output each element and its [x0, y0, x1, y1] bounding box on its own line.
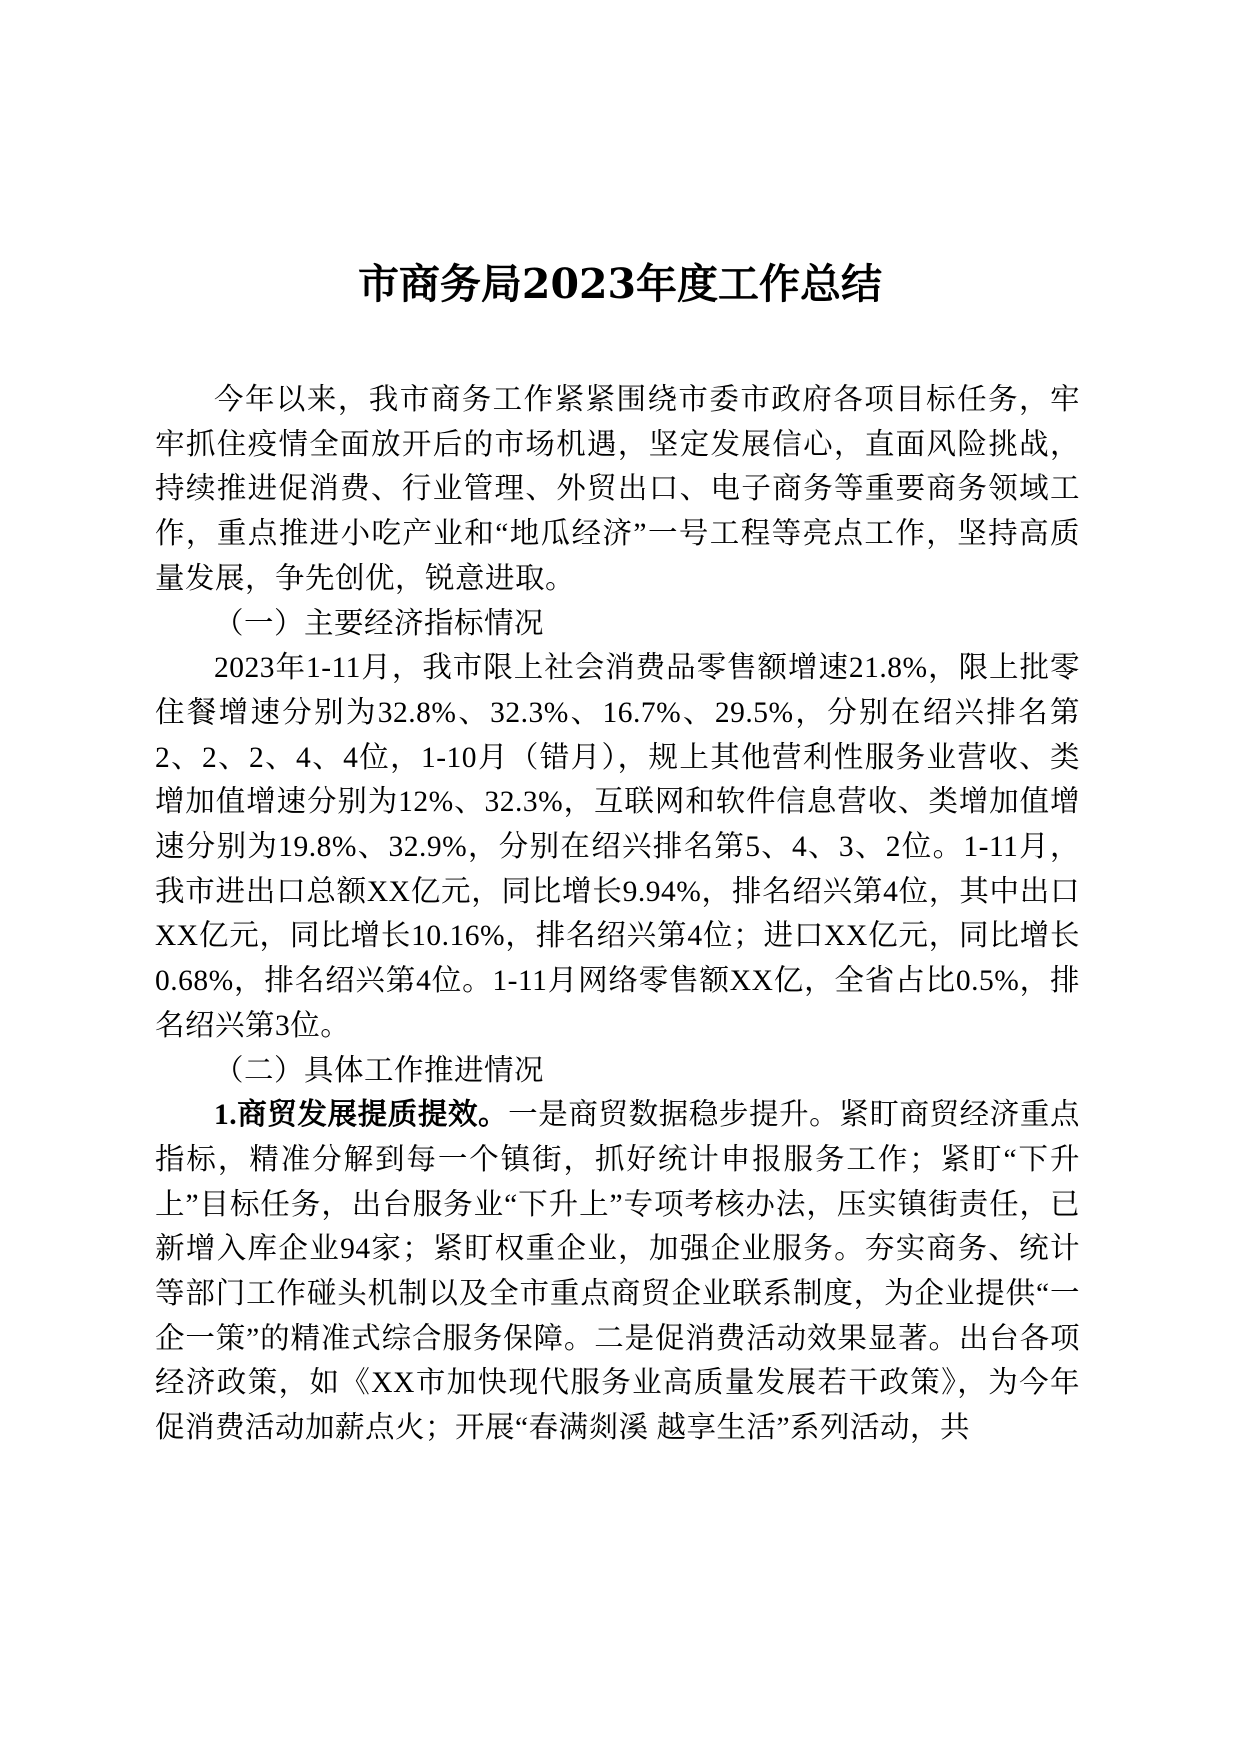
item-1-lead: 1.商贸发展提质提效。: [214, 1099, 509, 1132]
item-1-paragraph: [155, 1093, 1080, 1451]
section-1-paragraph: 2023年1-11月，我市限上社会消费品零售额增速21.8%，限上批零住餐增速分别为32.8%、32.3%、16.7%、29.5%，分别在绍兴排名第2、2、2、4、4位，1-10月（错月），规上其他营利性服务业营收、类增加值增速分别为12%、32.3%，互联网和软件信息营收、类增加值增速分别为19.8%、32.9%，分别在绍兴排名第5、4、3、2位。1-11月，我市进出口总额XX亿元，同比增长9.94%，排名绍兴第4位，其中出口XX亿元，同比增长10.16%，排名绍兴第4位；进口XX亿元，同比增长0.68%，排名绍兴第4位。1-11月网络零售额XX亿，全省占比0.5%，排名绍兴第3位。: [155, 652, 1080, 1042]
item-1-text: 一是商贸数据稳步提升。紧盯商贸经济重点指标，精准分解到每一个镇街，抓好统计申报服务工作；紧盯“下升上”目标任务，出台服务业“下升上”专项考核办法，压实镇街责任，已新增入库企业94家；紧盯权重企业，加强企业服务。夯实商务、统计等部门工作碰头机制以及全市重点商贸企业联系制度，为企业提供“一企一策”的精准式综合服务保障。二是促消费活动效果显著。出台各项经济政策，如《XX市加快现代服务业高质量发展若干政策》，为今年促消费活动加薪点火；开展“春满剡溪 越享生活”系列活动，共: [155, 1099, 1080, 1445]
document-body: [155, 378, 1080, 1451]
section-2-heading: （二）具体工作推进情况: [214, 1054, 545, 1087]
intro-paragraph: 今年以来，我市商务工作紧紧围绕市委市政府各项目标任务，牢牢抓住疫情全面放开后的市场机遇，坚定发展信心，直面风险挑战，持续推进促消费、行业管理、外贸出口、电子商务等重要商务领域工作，重点推进小吃产业和“地瓜经济”一号工程等亮点工作，坚持高质量发展，争先创优，锐意进取。: [155, 384, 1080, 595]
document-title: 市商务局2023年度工作总结: [357, 260, 883, 308]
section-1-heading: （一）主要经济指标情况: [214, 607, 545, 640]
